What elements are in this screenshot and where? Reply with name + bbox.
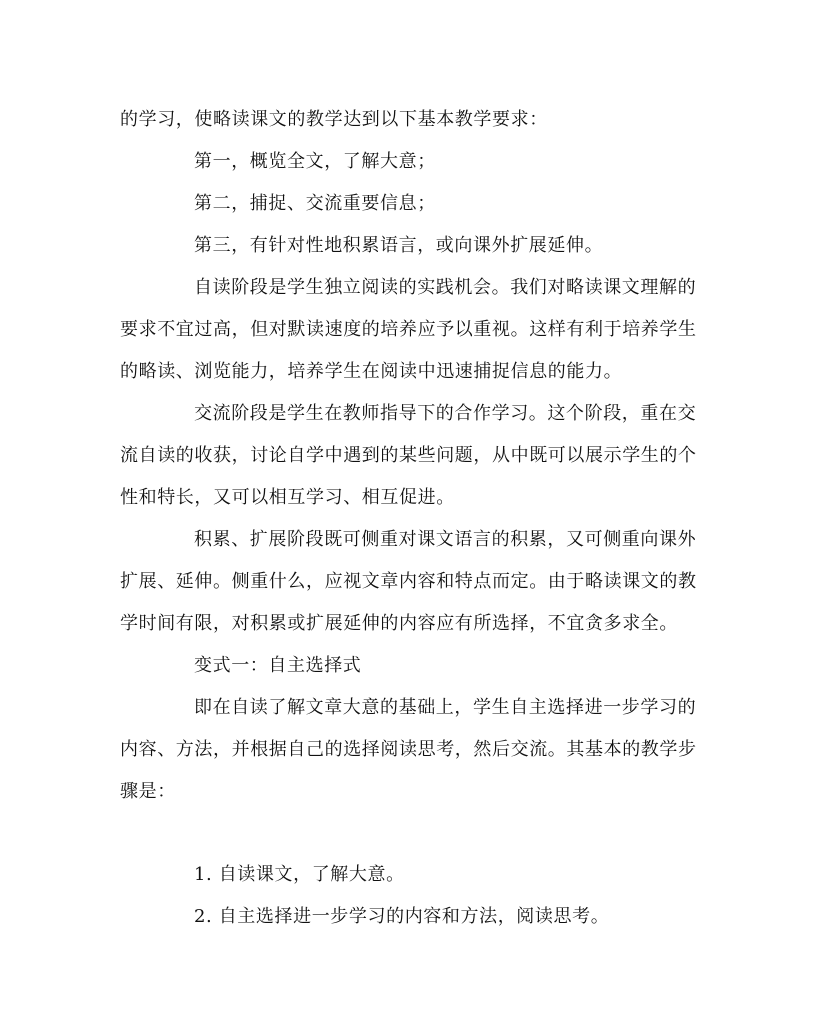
text-line-1: 的学习，使略读课文的教学达到以下基本教学要求：: [120, 109, 548, 130]
text-line-6: 要求不宜过高，但对默读速度的培养应予以重视。这样有利于培养学生: [120, 319, 697, 340]
text-line-9: 流自读的收获，讨论自学中遇到的某些问题，从中既可以展示学生的个: [120, 445, 697, 466]
text-line-19: 2. 自主选择进一步学习的内容和方法，阅读思考。: [194, 906, 610, 927]
text-line-12: 扩展、延伸。侧重什么，应视文章内容和特点而定。由于略读课文的教: [120, 571, 697, 592]
text-line-16: 内容、方法，并根据自己的选择阅读思考，然后交流。其基本的教学步: [120, 739, 697, 760]
text-line-13: 学时间有限，对积累或扩展延伸的内容应有所选择，不宜贪多求全。: [120, 613, 678, 634]
text-line-5: 自读阶段是学生独立阅读的实践机会。我们对略读课文理解的: [194, 277, 697, 298]
text-line-14: 变式一：自主选择式: [194, 655, 362, 676]
text-line-4: 第三，有针对性地积累语言，或向课外扩展延伸。: [194, 235, 604, 256]
text-line-15: 即在自读了解文章大意的基础上，学生自主选择进一步学习的: [194, 697, 697, 718]
text-line-7: 的略读、浏览能力，培养学生在阅读中迅速捕捉信息的能力。: [120, 361, 623, 382]
text-line-2: 第一，概览全文，了解大意；: [194, 151, 436, 172]
text-line-3: 第二，捕捉、交流重要信息；: [194, 193, 436, 214]
text-line-17: 骤是：: [120, 781, 176, 802]
text-line-18: 1. 自读课文，了解大意。: [194, 864, 405, 885]
text-line-11: 积累、扩展阶段既可侧重对课文语言的积累，又可侧重向课外: [194, 529, 697, 550]
text-line-10: 性和特长，又可以相互学习、相互促进。: [120, 487, 455, 508]
text-line-8: 交流阶段是学生在教师指导下的合作学习。这个阶段，重在交: [194, 403, 697, 424]
